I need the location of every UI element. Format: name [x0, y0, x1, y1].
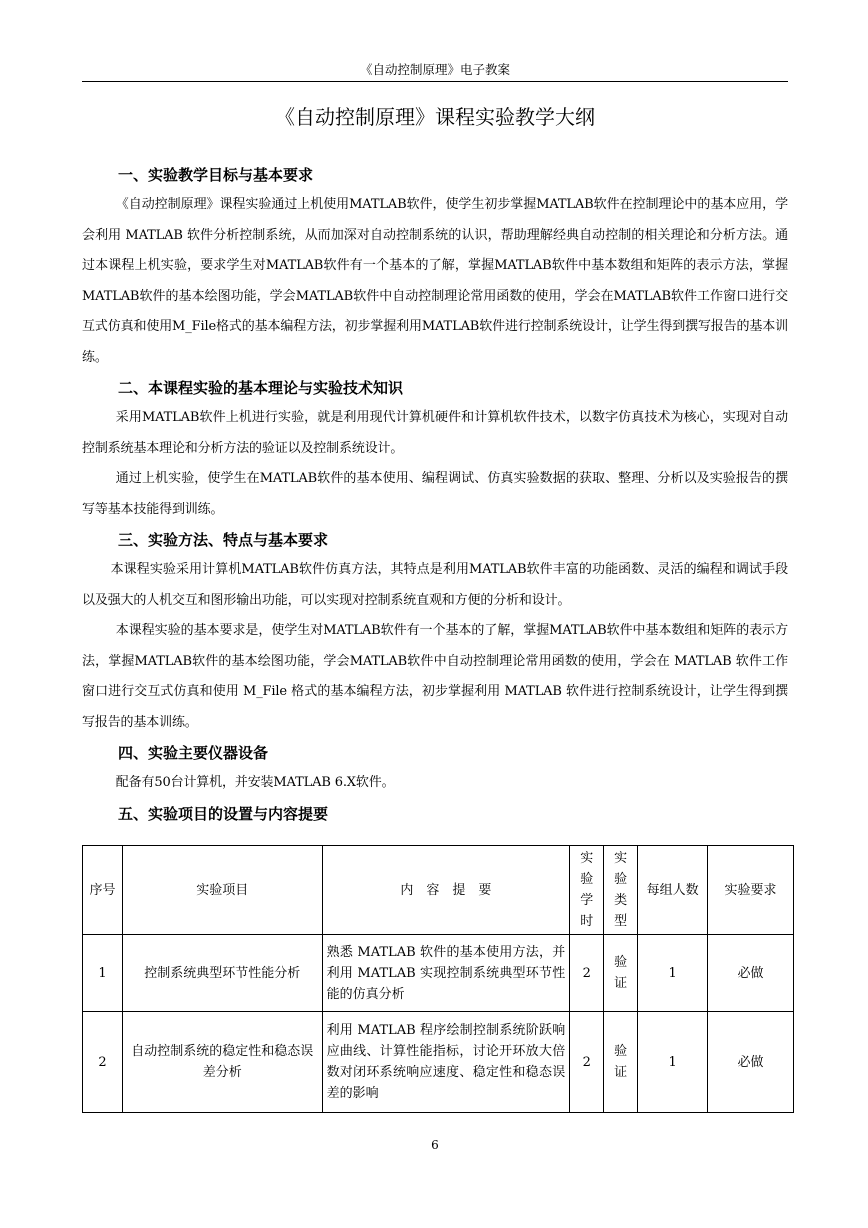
- header-requirement: 实验要求: [708, 846, 794, 935]
- experiment-table: [82, 845, 794, 1113]
- row-group: 1: [638, 935, 708, 1012]
- section-2-paragraph-1: 采用MATLAB软件上机进行实验，就是利用现代计算机硬件和计算机软件技术，以数字仿真技术为核心，实现对自动控制系统基本理论和分析方法的验证以及控制系统设计。: [82, 410, 788, 456]
- table-row: [83, 935, 794, 1012]
- row-content: 利用 MATLAB 程序绘制控制系统阶跃响应曲线、计算性能指标，讨论开环放大倍数对闭环系统响应速度、稳定性和稳态误差的影响: [322, 1012, 570, 1113]
- row-no: 2: [83, 1012, 123, 1113]
- section-4-paragraph-1: 配备有50台计算机，并安装MATLAB 6.X软件。: [115, 775, 395, 790]
- section-heading-2: 二、本课程实验的基本理论与实验技术知识: [118, 379, 404, 397]
- row-hours: 2: [570, 1012, 604, 1113]
- header-item: 实验项目: [122, 846, 322, 935]
- row-no: 1: [83, 935, 123, 1012]
- row-requirement: 必做: [708, 935, 794, 1012]
- section-2-paragraph-2: 通过上机实验，使学生在MATLAB软件的基本使用、编程调试、仿真实验数据的获取、整理、分析以及实验报告的撰写等基本技能得到训练。: [82, 471, 788, 517]
- header-group: 每组人数: [638, 846, 708, 935]
- section-heading-4: 四、实验主要仪器设备: [118, 744, 269, 762]
- header-content: 内 容 提 要: [322, 846, 570, 935]
- row-hours: 2: [570, 935, 604, 1012]
- running-header: 《自动控制原理》电子教案: [359, 62, 510, 77]
- header-hours: 实验学时: [570, 846, 604, 935]
- section-heading-1: 一、实验教学目标与基本要求: [118, 166, 314, 184]
- table-header-row: [83, 846, 794, 935]
- header-rule: [82, 81, 788, 82]
- row-item: 控制系统典型环节性能分析: [122, 935, 322, 1012]
- section-heading-5: 五、实验项目的设置与内容提要: [118, 804, 329, 823]
- row-type: 验证: [604, 1012, 638, 1113]
- header-no: 序号: [83, 846, 123, 935]
- document-body: [82, 160, 788, 829]
- row-type: 验证: [604, 935, 638, 1012]
- row-requirement: 必做: [708, 1012, 794, 1113]
- document-title: 《自动控制原理》课程实验教学大纲: [275, 105, 595, 129]
- row-item: 自动控制系统的稳定性和稳态误差分析: [122, 1012, 322, 1113]
- header-type: 实验类型: [604, 846, 638, 935]
- section-3-paragraph-1: 本课程实验采用计算机MATLAB软件仿真方法，其特点是利用MATLAB软件丰富的功能函数、灵活的编程和调试手段以及强大的人机交互和图形输出功能，可以实现对控制系统直观和方便的分析和设计。: [82, 562, 788, 608]
- section-heading-3: 三、实验方法、特点与基本要求: [118, 531, 329, 549]
- table-row: [83, 1012, 794, 1113]
- section-1-paragraph-1: 《自动控制原理》课程实验通过上机使用MATLAB软件，使学生初步掌握MATLAB软件在控制理论中的基本应用，学会利用 MATLAB 软件分析控制系统，从而加深对自动控制系统的认识，帮助理解经典自动控制的相关理论和分析方法。通过本课程上机实验，要求学生对MATLAB软件有一个基本的了解，掌握MATLAB软件中基本数组和矩阵的表示方法，掌握MATLAB软件的基本绘图功能，学会MATLAB软件中自动控制理论常用函数的使用，学会在MATLAB软件工作窗口进行交互式仿真和使用M_File格式的基本编程方法，初步掌握利用MATLAB软件进行控制系统设计，让学生得到撰写报告的基本训练。: [82, 197, 788, 365]
- page-number: 6: [431, 1138, 439, 1152]
- row-group: 1: [638, 1012, 708, 1113]
- section-3-paragraph-2: 本课程实验的基本要求是，使学生对MATLAB软件有一个基本的了解，掌握MATLAB软件中基本数组和矩阵的表示方法，掌握MATLAB软件的基本绘图功能，学会MATLAB软件中自动控制理论常用函数的使用，学会在 MATLAB 软件工作窗口进行交互式仿真和使用 M_File 格式的基本编程方法，初步掌握利用 MATLAB 软件进行控制系统设计，让学生得到撰写报告的基本训练。: [82, 623, 788, 730]
- row-content: 熟悉 MATLAB 软件的基本使用方法，并利用 MATLAB 实现控制系统典型环节性能的仿真分析: [322, 935, 570, 1012]
